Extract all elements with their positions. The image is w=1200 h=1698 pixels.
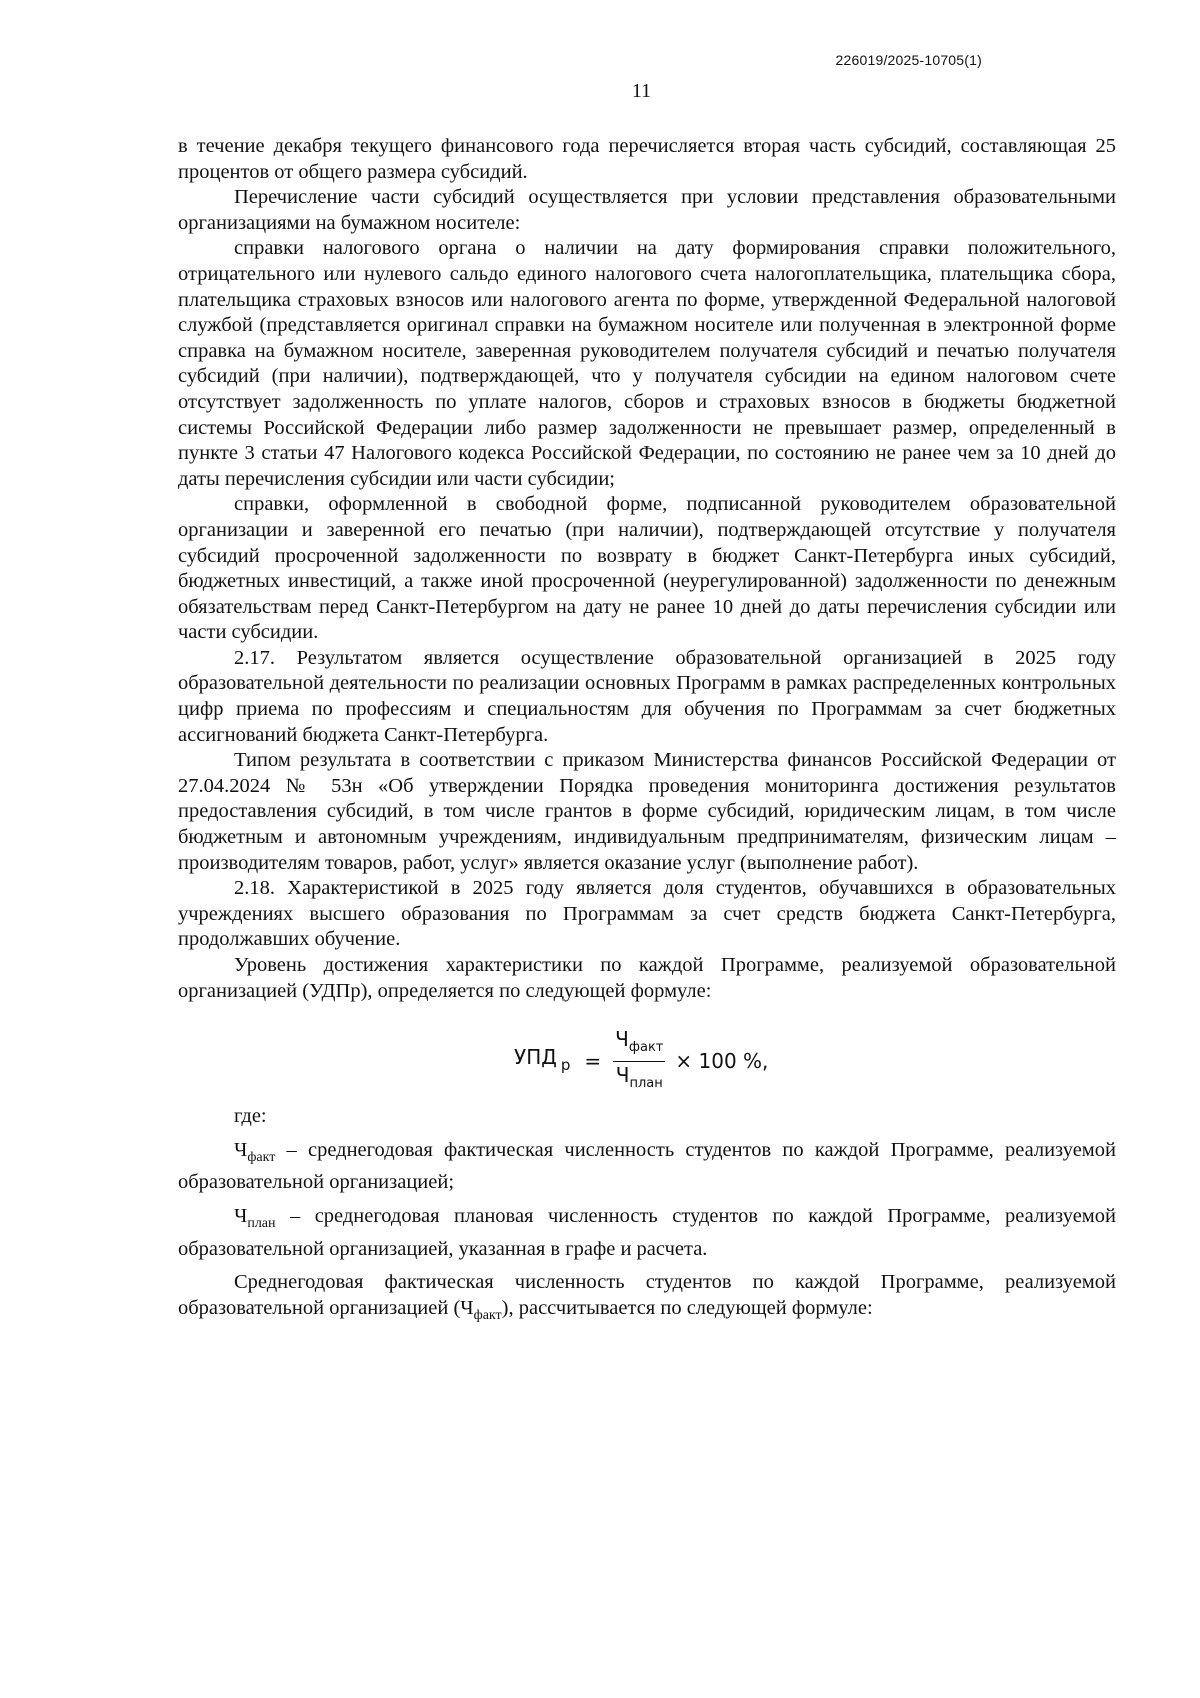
formula-upd <box>514 1026 768 1097</box>
formula-lhs-base: УПД <box>514 1044 557 1069</box>
spacer <box>178 1262 1116 1270</box>
symbol-ch-base: Ч <box>234 1204 248 1227</box>
numerator-sub: факт <box>628 1040 664 1056</box>
paragraph-6: Типом результата в соответствии с приказом Министерства финансов Российской Федерации от 27.04.2024 № 53н «Об утверждении Порядка проведения мониторинга достижения результатов предоставления субсидий, в том числе грантов в форме субсидий, юридическим лицам, в том числе бюджетным и автономным учреждениям, индивидуальным предпринимателям, физическим лицам – производителям товаров, работ, услуг» является оказание услуг (выполнение работ). <box>178 749 1116 874</box>
where-label: где: <box>234 1105 267 1128</box>
paragraph-9 <box>178 1270 1116 1328</box>
symbol-ch-base: Ч <box>460 1296 474 1319</box>
symbol-ch-fact <box>234 1138 276 1165</box>
definition-fact <box>178 1138 1116 1196</box>
document-body <box>178 134 1116 1328</box>
symbol-ch-fact-inline <box>460 1296 502 1323</box>
paragraph-8: Уровень достижения характеристики по каждой Программе, реализуемой образовательной организацией (УДПр), определяется по следующей формуле: <box>178 954 1116 1002</box>
paragraph-9-start: Среднегодовая фактическая численность студентов по каждой Программе, реализуемой образовательной организацией ( <box>178 1271 1116 1319</box>
formula-numerator <box>613 1026 665 1061</box>
formula-denominator <box>614 1062 665 1097</box>
symbol-fact-sub: факт <box>473 1307 502 1323</box>
symbol-ch-plan <box>234 1204 276 1231</box>
paragraph-9-end: ), рассчитывается по следующей формуле: <box>501 1296 873 1319</box>
paragraph-3: справки налогового органа о наличии на дату формирования справки положительного, отрицательного или нулевого сальдо единого налогового счета налогоплательщика, плательщика сбора, плательщика страховых взносов или налогового агента по форме, утвержденной Федеральной налоговой службой (представляется оригинал справки на бумажном носителе или полученная в электронной форме справка на бумажном носителе, заверенная руководителем получателя субсидий и печатью получателя субсидий (при наличии), подтверждающей, что у получателя субсидии на едином налоговом счете отсутствует задолженность по уплате налогов, сборов и страховых взносов в бюджеты бюджетной системы Российской Федерации либо размер задолженности не превышает размер, определенный в пункте 3 статьи 47 Налогового кодекса Российской Федерации, по состоянию не ранее чем за 10 дней до даты перечисления субсидии или части субсидии; <box>178 237 1116 490</box>
page-number: 11 <box>631 80 652 102</box>
formula-fraction <box>613 1026 665 1097</box>
paragraph-2: Перечисление части субсидий осуществляется при условии представления образовательными организациями на бумажном носителе: <box>178 186 1116 234</box>
numerator-base: Ч <box>615 1027 629 1052</box>
spacer <box>178 1130 1116 1138</box>
symbol-ch-base: Ч <box>234 1138 248 1161</box>
denominator-base: Ч <box>615 1063 630 1088</box>
paragraph-7: 2.18. Характеристикой в 2025 году является доля студентов, обучавшихся в образовательных учреждениях высшего образования по Программам за счет средств бюджета Санкт-Петербурга, продолжавших обучение. <box>178 877 1116 951</box>
paragraph-4: справки, оформленной в свободной форме, подписанной руководителем образовательной организации и заверенной его печатью (при наличии), подтверждающей отсутствие у получателя субсидий просроченной задолженности по возврату в бюджет Санкт-Петербурга иных субсидий, бюджетных инвестиций, а также иной просроченной (неурегулированной) задолженности по денежным обязательствам перед Санкт-Петербургом на дату не ранее 10 дней до даты перечисления субсидии или части субсидии. <box>178 493 1116 644</box>
spacer <box>178 1196 1116 1204</box>
symbol-fact-sub: факт <box>247 1149 276 1165</box>
formula-lhs-sub: р <box>560 1055 571 1074</box>
definition-fact-text: – среднегодовая фактическая численность студентов по каждой Программе, реализуемой образовательной организацией; <box>178 1138 1116 1194</box>
formula-lhs <box>514 1045 570 1079</box>
document-registration-number: 226019/2025-10705(1) <box>835 52 982 68</box>
definition-plan-text: – среднегодовая плановая численность студентов по каждой Программе, реализуемой образовательной организацией, указанная в графе и расчета. <box>178 1204 1116 1260</box>
definition-plan <box>178 1204 1116 1262</box>
symbol-plan-sub: план <box>247 1215 276 1231</box>
paragraph-1: в течение декабря текущего финансового года перечисляется вторая часть субсидий, составляющая 25 процентов от общего размера субсидий. <box>178 135 1116 183</box>
formula-multiplier: × 100 %, <box>675 1048 769 1073</box>
paragraph-5: 2.17. Результатом является осуществление образовательной организацией в 2025 году образовательной деятельности по реализации основных Программ в рамках распределенных контрольных цифр приема по профессиям и специальностям для обучения по Программам за счет бюджетных ассигнований бюджета Санкт-Петербурга. <box>178 646 1116 746</box>
formula-block <box>178 1004 1116 1104</box>
denominator-sub: план <box>629 1076 663 1092</box>
formula-equals: = <box>584 1048 602 1073</box>
